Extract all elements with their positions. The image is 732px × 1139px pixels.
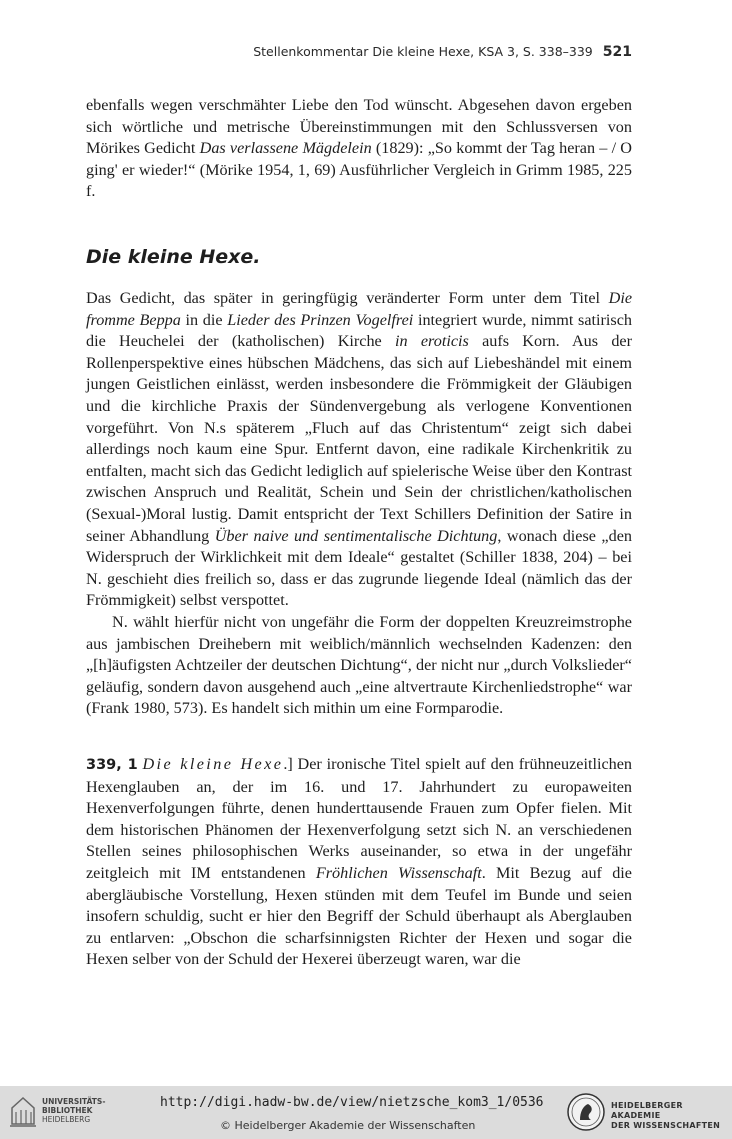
text-run: Das Gedicht, das später in geringfügig veränderter Form unter dem Titel (86, 289, 609, 307)
work-title: Fröhlichen Wissenschaft (315, 863, 482, 882)
latin-phrase: in eroticis (395, 332, 469, 351)
lemma-bracket: .] (283, 755, 293, 773)
text-run: (1829): „So kommt der Tag heran – / O ging' er wieder!“ (Mörike 1954, 1, 69) Ausführlicher Vergleich in Grimm 1985, 225 f. (86, 139, 632, 201)
work-title: Lieder des Prinzen Vogelfrei (227, 310, 414, 329)
line-reference: 339, 1 (86, 757, 138, 773)
text-run: . Mit Bezug auf die abergläubische Vorstellung, Hexen stünden mit dem Teufel im Bunde und seien insofern schuldig, sucht er hier den Begriff der Schuld überhaupt als Aberglauben zu entlarven: „Obschon die scharfsinnigsten Richter der Hexen und sogar die Hexen selber von der Schuld der Hexerei überzeugt waren, war die (86, 863, 632, 969)
running-head-title: Stellenkommentar Die kleine Hexe, KSA 3, S. 338–339 (253, 44, 593, 59)
paragraph: N. wählt hierfür nicht von ungefähr die Form der doppelten Kreuzreimstrophe aus jambischen Dreihebern mit weiblich/männlich wechselnden Kadenzen: den „[h]äufigsten Achtzeiler der deutschen Dichtung“, der nicht nur „durch Volkslieder“ geläufig, sondern davon ausgehend auch „eine altvertraute Kirchenliedstrophe“ war (Frank 1980, 573). Es handelt sich mithin um eine Formparodie. (86, 612, 632, 718)
library-logo-icon (8, 1094, 38, 1128)
academy-name-line: DER WISSENSCHAFTEN (611, 1121, 721, 1130)
library-name-line: BIBLIOTHEK (42, 1106, 93, 1115)
academy-seal-icon (566, 1092, 606, 1132)
academy-name (611, 1101, 732, 1131)
text-run: , wonach diese „den Widerspruch der Wirklichkeit mit dem Ideale“ gestaltet (Schiller 1838, 204) – bei N. geschieht dies freilich so, dass er das zugrunde liegende Ideal (nämlich das der Frömmigkeit) selbst verspottet. (86, 526, 632, 610)
lemma: Die kleine Hexe (142, 755, 284, 773)
library-name (42, 1097, 105, 1124)
library-name-line: HEIDELBERG (42, 1115, 91, 1124)
text-run: ebenfalls wegen verschmähter Liebe den Tod wünscht. Abgesehen davon ergeben sich wörtliche und metrische Übereinstimmungen mit den Schlussversen von Mörikes Gedicht (86, 96, 632, 158)
commentary-entry (86, 754, 632, 971)
academy-name-line: HEIDELBERGER AKADEMIE (611, 1101, 683, 1120)
source-url-link[interactable]: http://digi.hadw-bw.de/view/nietzsche_kom3_1/0536 (160, 1095, 544, 1110)
text-run: Der ironische Titel spielt auf den frühneuzeitlichen Hexenglauben an, der im 16. und 17. Jahrhundert zu europaweiten Hexenverfolgungen führte, denen hunderttausende Frauen zum Opfer fielen. Mit dem historischen Phänomen der Hexenverfolgung setzt sich N. an verschiedenen Stellen seines philosophischen Werks auseinander, so etwa in der ungefähr zeitgleich mit IM entstandenen (86, 755, 632, 882)
page-number: 521 (602, 44, 632, 60)
introduction-body (86, 288, 632, 720)
library-name-line: UNIVERSITÄTS- (42, 1097, 106, 1106)
copyright-notice: © Heidelberger Akademie der Wissenschaften (220, 1119, 476, 1132)
work-title: Das verlassene Mägdelein (199, 139, 372, 158)
section-heading: Die kleine Hexe. (86, 246, 261, 268)
paragraph-continuation (86, 95, 632, 203)
text-run: aufs Korn. Aus der Rollenperspektive eines hübschen Mädchens, das sich auf Liebeshändel mit einem jungen Geistlichen einlässt, werden insbesondere die Frömmigkeit der Gläubigen und die kirchliche Praxis der Sündenvergebung als verlogene Konventionen vorgeführt. Von N.s späterem „Fluch auf das Christentum“ zeigt sich dabei allerdings noch kaum eine Spur. Entfernt davon, eine radikale Kirchenkritik zu entfalten, macht sich das Gedicht lediglich auf spielerische Weise über den Kontrast zwischen Anspruch und Realität, Schein und Sein der christlichen/katholischen (Sexual-)Moral lustig. Damit entspricht der Text Schillers Definition der Satire in seiner Abhandlung (86, 332, 632, 545)
work-title: Über naive und sentimentalische Dichtung (214, 526, 498, 545)
text-run: integriert wurde, nimmt satirisch die Heuchelei der (katholischen) Kirche (86, 310, 632, 351)
digitization-footer (0, 1086, 732, 1139)
running-head (86, 44, 632, 60)
paragraph (86, 288, 632, 612)
work-title: Die fromme Beppa (86, 289, 632, 329)
text-run: in die (180, 310, 228, 329)
